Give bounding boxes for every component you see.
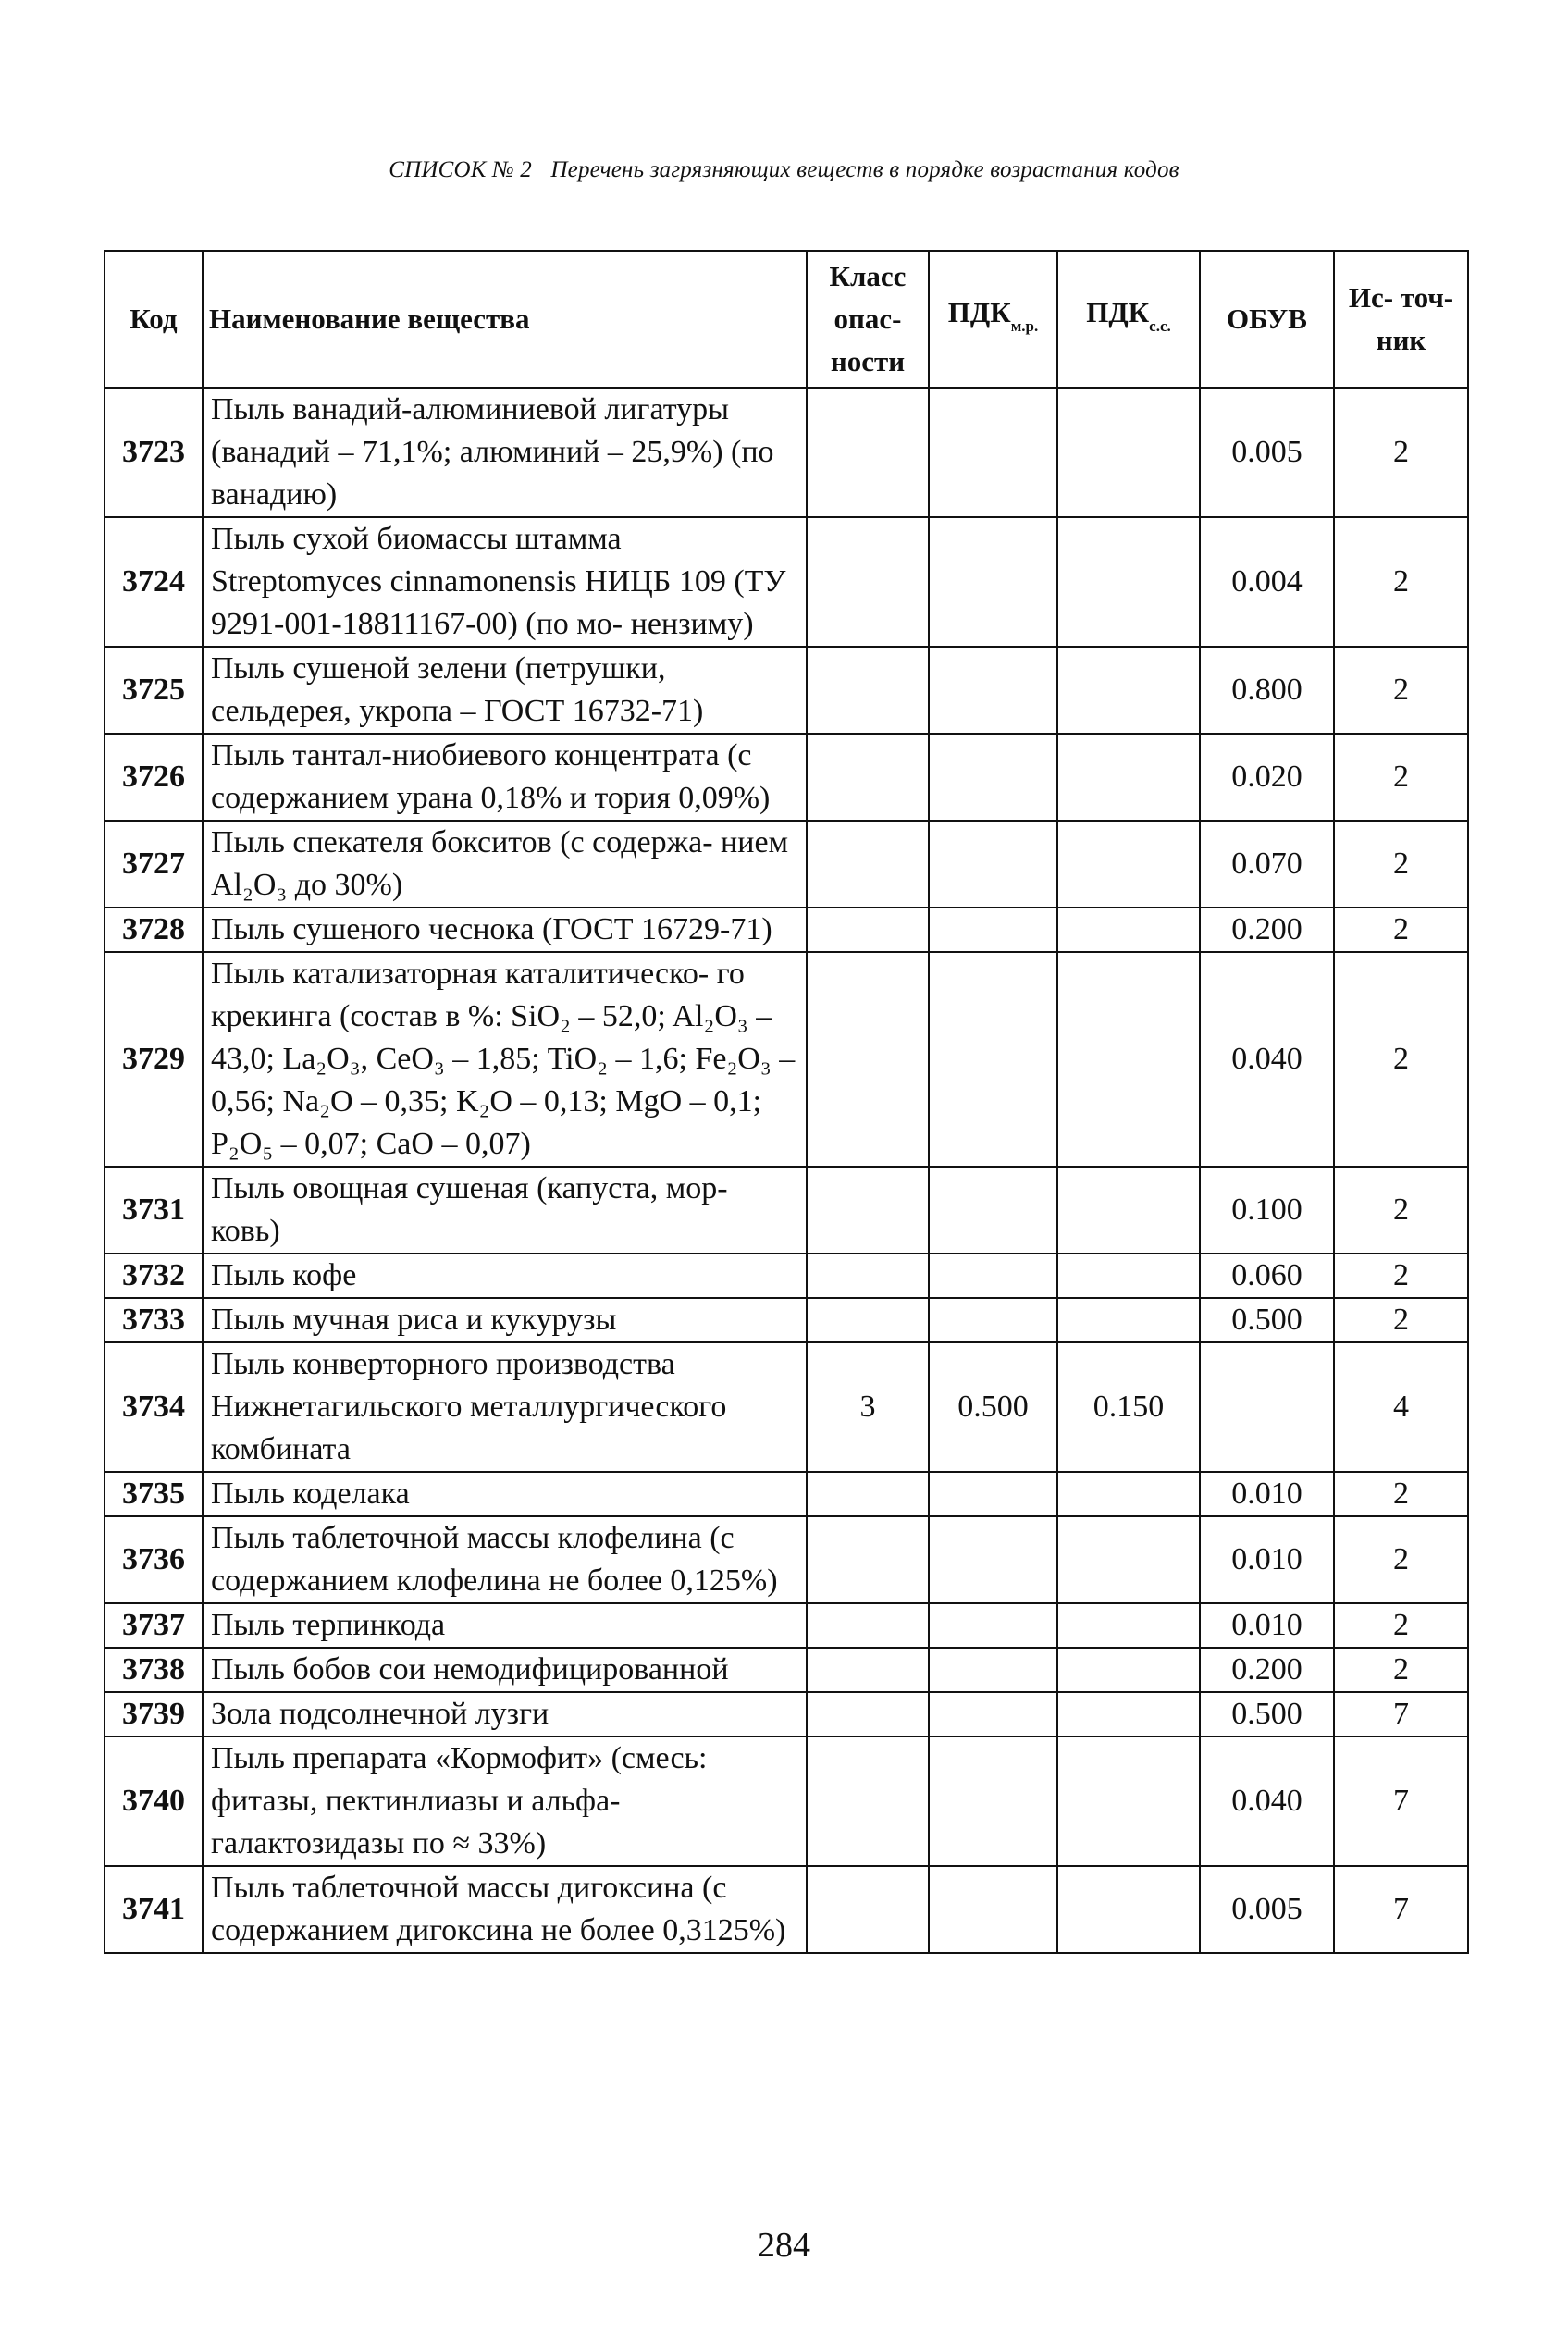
cell-pdk-mr — [929, 821, 1057, 908]
cell-obuv: 0.100 — [1200, 1167, 1334, 1254]
cell-pdk-ss — [1057, 517, 1200, 647]
cell-source: 2 — [1334, 1254, 1468, 1298]
cell-hazard-class — [807, 1472, 929, 1516]
pdk-ss-subscript: с.с. — [1149, 316, 1171, 335]
cell-obuv: 0.500 — [1200, 1298, 1334, 1342]
cell-pdk-mr — [929, 1298, 1057, 1342]
cell-pdk-mr — [929, 647, 1057, 734]
table-row — [105, 1516, 1468, 1603]
table-row — [105, 388, 1468, 517]
list-title: СПИСОК № 2 — [389, 157, 532, 182]
cell-pdk-ss — [1057, 1298, 1200, 1342]
cell-code: 3726 — [105, 734, 203, 821]
table-row — [105, 734, 1468, 821]
cell-name: Пыль препарата «Кормофит» (смесь: фитазы, пектинлиазы и альфа- галактозидазы по ≈ 33%) — [203, 1736, 807, 1866]
cell-name: Пыль терпинкода — [203, 1603, 807, 1648]
cell-hazard-class — [807, 1254, 929, 1298]
page-header — [0, 157, 1568, 183]
cell-pdk-ss — [1057, 952, 1200, 1167]
cell-pdk-mr — [929, 1472, 1057, 1516]
cell-code: 3724 — [105, 517, 203, 647]
cell-source: 7 — [1334, 1692, 1468, 1736]
cell-pdk-mr — [929, 1603, 1057, 1648]
table-row — [105, 1472, 1468, 1516]
cell-obuv: 0.004 — [1200, 517, 1334, 647]
cell-pdk-ss — [1057, 1167, 1200, 1254]
cell-source: 7 — [1334, 1866, 1468, 1953]
cell-hazard-class — [807, 1603, 929, 1648]
cell-code: 3741 — [105, 1866, 203, 1953]
cell-hazard-class — [807, 1648, 929, 1692]
cell-name: Зола подсолнечной лузги — [203, 1692, 807, 1736]
cell-hazard-class — [807, 647, 929, 734]
cell-name: Пыль сушеного чеснока (ГОСТ 16729-71) — [203, 908, 807, 952]
cell-hazard-class — [807, 952, 929, 1167]
cell-name: Пыль бобов сои немодифицированной — [203, 1648, 807, 1692]
cell-pdk-mr: 0.500 — [929, 1342, 1057, 1472]
cell-hazard-class — [807, 821, 929, 908]
cell-pdk-ss — [1057, 647, 1200, 734]
substances-table — [104, 250, 1469, 1954]
cell-pdk-mr — [929, 1692, 1057, 1736]
table-row — [105, 1603, 1468, 1648]
cell-obuv: 0.005 — [1200, 388, 1334, 517]
cell-pdk-ss: 0.150 — [1057, 1342, 1200, 1472]
cell-source: 2 — [1334, 1472, 1468, 1516]
table-row — [105, 1866, 1468, 1953]
cell-hazard-class: 3 — [807, 1342, 929, 1472]
cell-hazard-class — [807, 1298, 929, 1342]
cell-code: 3739 — [105, 1692, 203, 1736]
cell-name: Пыль сухой биомассы штамма Streptomyces cinnamonensis НИЦБ 109 (ТУ 9291-001-18811167-00) (по мо- нензиму) — [203, 517, 807, 647]
cell-hazard-class — [807, 1167, 929, 1254]
cell-hazard-class — [807, 517, 929, 647]
cell-name: Пыль кофе — [203, 1254, 807, 1298]
cell-pdk-mr — [929, 952, 1057, 1167]
cell-source: 2 — [1334, 952, 1468, 1167]
column-header-obuv: ОБУВ — [1200, 251, 1334, 388]
cell-obuv — [1200, 1342, 1334, 1472]
cell-obuv: 0.070 — [1200, 821, 1334, 908]
cell-code: 3733 — [105, 1298, 203, 1342]
cell-code: 3723 — [105, 388, 203, 517]
cell-code: 3728 — [105, 908, 203, 952]
cell-pdk-mr — [929, 1866, 1057, 1953]
cell-source: 2 — [1334, 1603, 1468, 1648]
cell-obuv: 0.010 — [1200, 1472, 1334, 1516]
cell-code: 3732 — [105, 1254, 203, 1298]
cell-source: 2 — [1334, 908, 1468, 952]
pdk-ss-label: ПДК — [1086, 295, 1150, 328]
cell-hazard-class — [807, 1866, 929, 1953]
column-header-pdk-mr — [929, 251, 1057, 388]
table-row — [105, 821, 1468, 908]
cell-pdk-mr — [929, 1736, 1057, 1866]
cell-pdk-ss — [1057, 1516, 1200, 1603]
cell-source: 2 — [1334, 388, 1468, 517]
cell-obuv: 0.800 — [1200, 647, 1334, 734]
table-body — [105, 388, 1468, 1953]
cell-source: 2 — [1334, 821, 1468, 908]
table-row — [105, 1254, 1468, 1298]
cell-hazard-class — [807, 388, 929, 517]
cell-code: 3738 — [105, 1648, 203, 1692]
page-number: 284 — [758, 2226, 810, 2265]
cell-code: 3725 — [105, 647, 203, 734]
table-row — [105, 1692, 1468, 1736]
cell-pdk-ss — [1057, 1866, 1200, 1953]
cell-pdk-mr — [929, 734, 1057, 821]
table-row — [105, 952, 1468, 1167]
cell-pdk-ss — [1057, 1736, 1200, 1866]
table-row — [105, 517, 1468, 647]
cell-code: 3735 — [105, 1472, 203, 1516]
cell-pdk-mr — [929, 1254, 1057, 1298]
table-row — [105, 1298, 1468, 1342]
cell-code: 3734 — [105, 1342, 203, 1472]
cell-code: 3729 — [105, 952, 203, 1167]
cell-pdk-mr — [929, 908, 1057, 952]
cell-name: Пыль сушеной зелени (петрушки, сельдерея, укропа – ГОСТ 16732-71) — [203, 647, 807, 734]
cell-source: 2 — [1334, 1167, 1468, 1254]
cell-code: 3737 — [105, 1603, 203, 1648]
cell-name: Пыль ванадий-алюминиевой лигатуры (ванадий – 71,1%; алюминий – 25,9%) (по ванадию) — [203, 388, 807, 517]
cell-name: Пыль мучная риса и кукурузы — [203, 1298, 807, 1342]
cell-pdk-ss — [1057, 1472, 1200, 1516]
cell-code: 3731 — [105, 1167, 203, 1254]
cell-source: 2 — [1334, 517, 1468, 647]
pdk-mr-subscript: м.р. — [1010, 316, 1039, 335]
cell-obuv: 0.040 — [1200, 952, 1334, 1167]
cell-obuv: 0.500 — [1200, 1692, 1334, 1736]
cell-pdk-mr — [929, 388, 1057, 517]
cell-pdk-ss — [1057, 908, 1200, 952]
cell-source: 7 — [1334, 1736, 1468, 1866]
cell-name: Пыль таблеточной массы клофелина (с содержанием клофелина не более 0,125%) — [203, 1516, 807, 1603]
pdk-mr-label: ПДК — [947, 295, 1011, 328]
cell-pdk-ss — [1057, 388, 1200, 517]
cell-obuv: 0.020 — [1200, 734, 1334, 821]
cell-name: Пыль катализаторная каталитическо- го крекинга (состав в %: SiO₂ – 52,0; Al₂O₃ – 43,0; La₂O₃, CeO₃ – 1,85; TiO₂ – 1,6; Fe₂O₃ – 0,56; Na₂O – 0,35; K₂O – 0,13; MgO – 0,1; P₂O₅ – 0,07; CaO – 0,07) — [203, 952, 807, 1167]
table-row — [105, 1342, 1468, 1472]
cell-source: 4 — [1334, 1342, 1468, 1472]
column-header-hazard-class: Класс опас- ности — [807, 251, 929, 388]
cell-hazard-class — [807, 734, 929, 821]
cell-pdk-mr — [929, 1167, 1057, 1254]
table-row — [105, 647, 1468, 734]
cell-pdk-mr — [929, 517, 1057, 647]
table-row — [105, 1736, 1468, 1866]
cell-name: Пыль тантал-ниобиевого концентрата (с содержанием урана 0,18% и тория 0,09%) — [203, 734, 807, 821]
cell-hazard-class — [807, 908, 929, 952]
cell-hazard-class — [807, 1736, 929, 1866]
cell-hazard-class — [807, 1692, 929, 1736]
cell-pdk-ss — [1057, 1254, 1200, 1298]
cell-source: 2 — [1334, 1298, 1468, 1342]
cell-obuv: 0.040 — [1200, 1736, 1334, 1866]
table-row — [105, 1648, 1468, 1692]
cell-name: Пыль конверторного производства Нижнетагильского металлургического комбината — [203, 1342, 807, 1472]
list-subtitle: Перечень загрязняющих веществ в порядке возрастания кодов — [550, 157, 1179, 182]
cell-name: Пыль спекателя бокситов (с содержа- нием Al₂O₃ до 30%) — [203, 821, 807, 908]
cell-code: 3736 — [105, 1516, 203, 1603]
table-header-row — [105, 251, 1468, 388]
cell-pdk-ss — [1057, 1692, 1200, 1736]
column-header-pdk-ss — [1057, 251, 1200, 388]
table-row — [105, 908, 1468, 952]
cell-source: 2 — [1334, 647, 1468, 734]
column-header-name: Наименование вещества — [203, 251, 807, 388]
column-header-code: Код — [105, 251, 203, 388]
cell-obuv: 0.010 — [1200, 1516, 1334, 1603]
table-row — [105, 1167, 1468, 1254]
cell-code: 3727 — [105, 821, 203, 908]
cell-obuv: 0.200 — [1200, 1648, 1334, 1692]
cell-obuv: 0.010 — [1200, 1603, 1334, 1648]
column-header-source: Ис- точ- ник — [1334, 251, 1468, 388]
cell-pdk-mr — [929, 1648, 1057, 1692]
cell-name: Пыль таблеточной массы дигоксина (с содержанием дигоксина не более 0,3125%) — [203, 1866, 807, 1953]
cell-pdk-ss — [1057, 1603, 1200, 1648]
cell-obuv: 0.200 — [1200, 908, 1334, 952]
cell-source: 2 — [1334, 1648, 1468, 1692]
cell-pdk-ss — [1057, 734, 1200, 821]
cell-code: 3740 — [105, 1736, 203, 1866]
cell-pdk-mr — [929, 1516, 1057, 1603]
cell-obuv: 0.005 — [1200, 1866, 1334, 1953]
cell-source: 2 — [1334, 1516, 1468, 1603]
cell-pdk-ss — [1057, 821, 1200, 908]
cell-pdk-ss — [1057, 1648, 1200, 1692]
cell-name: Пыль овощная сушеная (капуста, мор- ковь) — [203, 1167, 807, 1254]
cell-source: 2 — [1334, 734, 1468, 821]
cell-hazard-class — [807, 1516, 929, 1603]
cell-obuv: 0.060 — [1200, 1254, 1334, 1298]
cell-name: Пыль коделака — [203, 1472, 807, 1516]
